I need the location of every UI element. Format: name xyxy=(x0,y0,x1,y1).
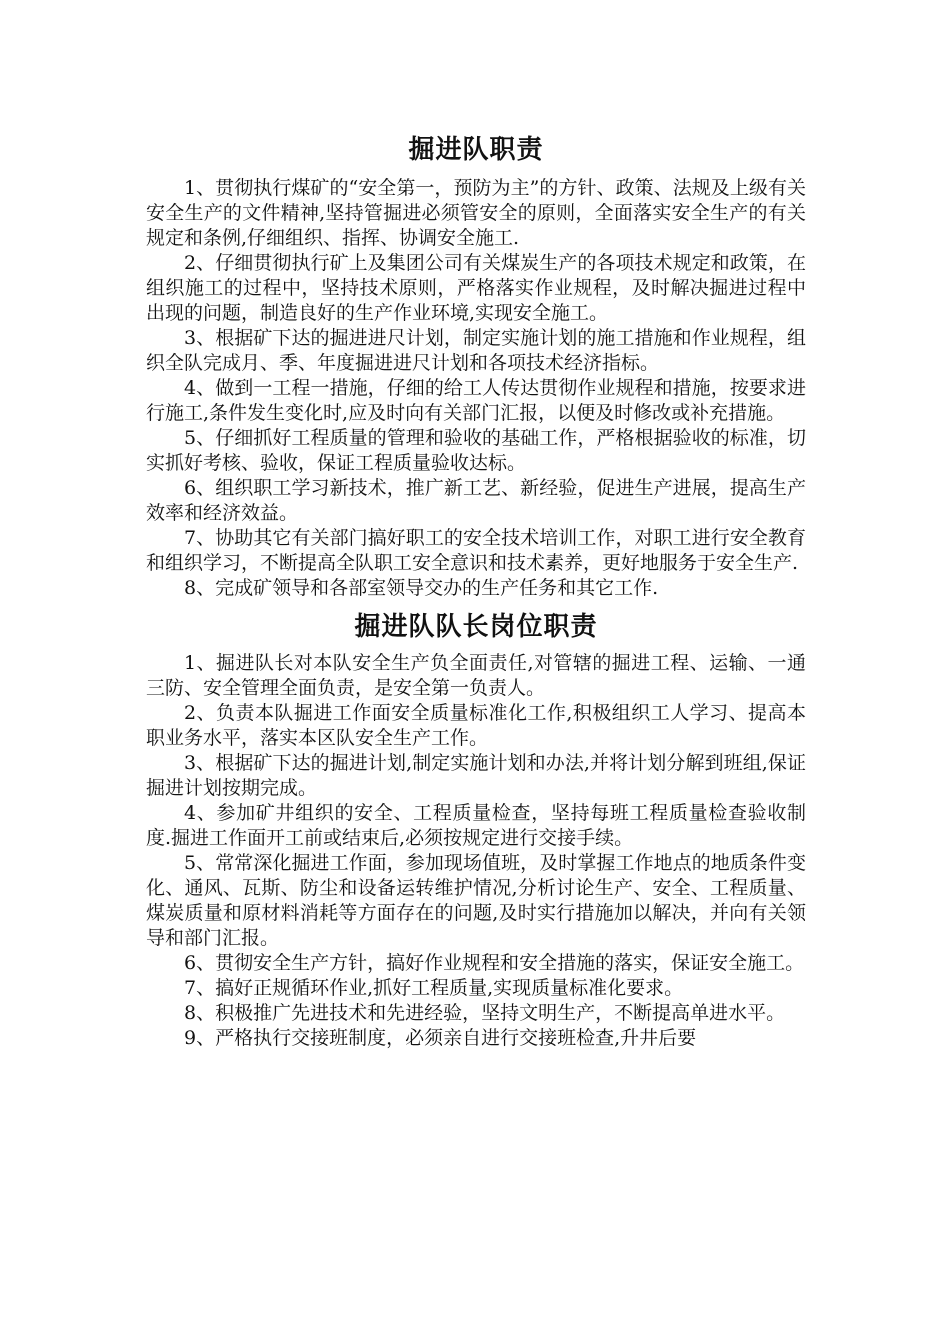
duty-paragraph: 1、贯彻执行煤矿的“安全第一，预防为主”的方针、政策、法规及上级有关安全生产的文件精神,坚持管掘进必须管安全的原则，全面落实安全生产的有关规定和条例,仔细组织、指挥、协调安全施工. xyxy=(146,177,806,249)
duty-paragraph: 8、积极推广先进技术和先进经验，坚持文明生产，不断提高单进水平。 xyxy=(184,1002,786,1024)
duty-paragraph: 5、常常深化掘进工作面，参加现场值班，及时掌握工作地点的地质条件变化、通风、瓦斯、防尘和设备运转维护情况,分析讨论生产、安全、工程质量、煤炭质量和原材料消耗等方面存在的问题,及时实行措施加以解决，并向有关领导和部门汇报。 xyxy=(146,852,806,949)
duty-paragraph: 4、参加矿井组织的安全、工程质量检查，坚持每班工程质量检查验收制度.掘进工作面开工前或结束后,必须按规定进行交接手续。 xyxy=(146,802,806,849)
duty-paragraph: 8、完成矿领导和各部室领导交办的生产任务和其它工作. xyxy=(184,577,659,599)
section-title-team-leader-duties: 掘进队队长岗位职责 xyxy=(354,612,598,642)
section-title-team-duties: 掘进队职责 xyxy=(408,135,544,165)
duty-paragraph: 5、仔细抓好工程质量的管理和验收的基础工作，严格根据验收的标准，切实抓好考核、验收，保证工程质量验收达标。 xyxy=(146,427,806,474)
duty-paragraph: 7、搞好正规循环作业,抓好工程质量,实现质量标准化要求。 xyxy=(184,977,684,999)
duty-paragraph: 3、根据矿下达的掘进计划,制定实施计划和办法,并将计划分解到班组,保证掘进计划按期完成。 xyxy=(146,752,806,799)
duty-paragraph: 7、协助其它有关部门搞好职工的安全技术培训工作，对职工进行安全教育和组织学习，不断提高全队职工安全意识和技术素养，更好地服务于安全生产. xyxy=(146,527,806,574)
duty-paragraph: 2、负责本队掘进工作面安全质量标准化工作,积极组织工人学习、提高本职业务水平，落实本区队安全生产工作。 xyxy=(146,702,806,749)
duty-paragraph: 6、贯彻安全生产方针，搞好作业规程和安全措施的落实，保证安全施工。 xyxy=(184,952,805,974)
duty-paragraph: 9、严格执行交接班制度，必须亲自进行交接班检查,升井后要 xyxy=(184,1027,697,1049)
duty-paragraph: 6、组织职工学习新技术，推广新工艺、新经验，促进生产进展，提高生产效率和经济效益。 xyxy=(146,477,806,524)
duty-paragraph: 4、做到一工程一措施，仔细的给工人传达贯彻作业规程和措施，按要求进行施工,条件发生变化时,应及时向有关部门汇报，以便及时修改或补充措施。 xyxy=(146,377,806,424)
duty-paragraph: 3、根据矿下达的掘进进尺计划，制定实施计划的施工措施和作业规程，组织全队完成月、季、年度掘进进尺计划和各项技术经济指标。 xyxy=(146,327,806,374)
duty-paragraph: 1、掘进队长对本队安全生产负全面责任,对管辖的掘进工程、运输、一通三防、安全管理全面负责，是安全第一负责人。 xyxy=(146,652,806,699)
document-page xyxy=(146,128,806,1051)
duty-paragraph: 2、仔细贯彻执行矿上及集团公司有关煤炭生产的各项技术规定和政策，在组织施工的过程中，坚持技术原则，严格落实作业规程，及时解决掘进过程中出现的问题，制造良好的生产作业环境,实现安全施工。 xyxy=(146,252,806,324)
